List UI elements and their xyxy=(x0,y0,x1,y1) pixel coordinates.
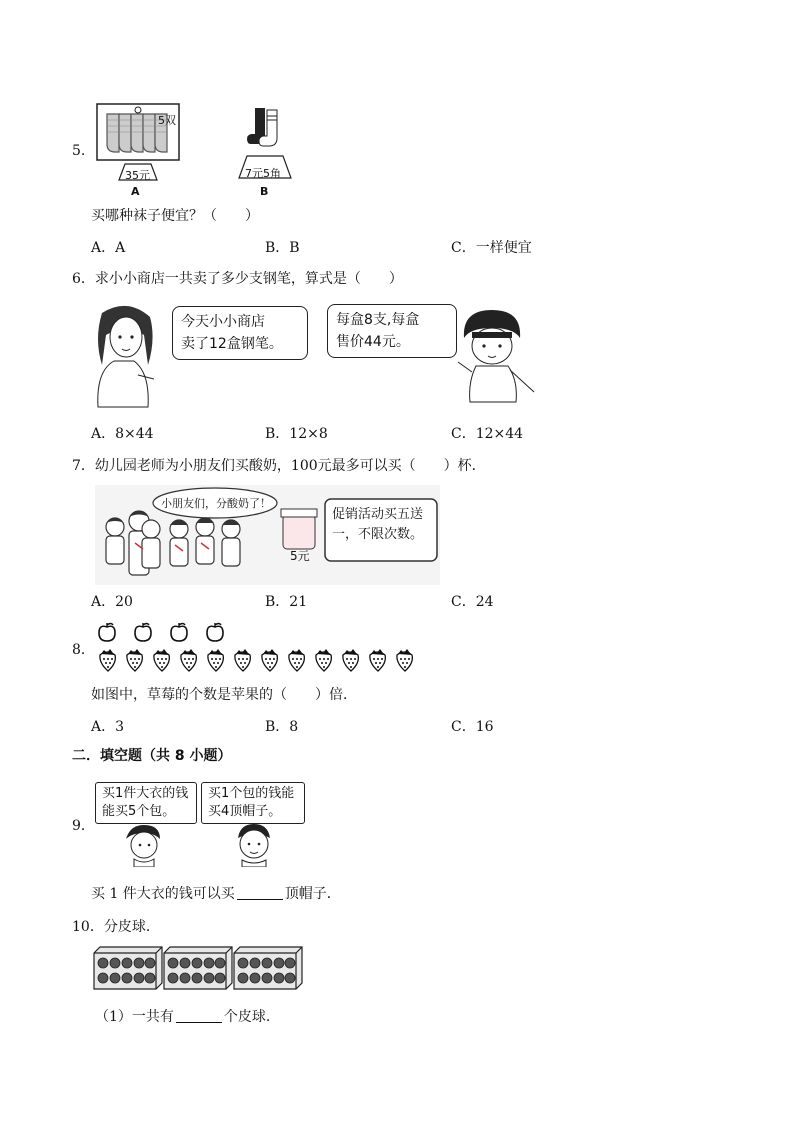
q9-question-before: 买 1 件大衣的钱可以买 xyxy=(91,886,235,902)
pack-count-label: 5双 xyxy=(158,114,176,127)
boy-head-image xyxy=(228,822,278,867)
strawberry-row xyxy=(97,648,415,672)
q7-promo-line2: 一，不限次数。 xyxy=(332,527,424,542)
q5-option-c: C．一样便宜 xyxy=(451,240,532,256)
q9-speech-bubble-left xyxy=(95,782,197,824)
q5-question: 买哪种袜子便宜？（ ） xyxy=(91,208,259,224)
q7-option-a: A．20 xyxy=(91,594,133,610)
girl-head-image xyxy=(120,823,165,867)
q5-number: 5. xyxy=(72,143,86,159)
q8-question: 如图中，草莓的个数是苹果的（ ）倍． xyxy=(91,687,357,703)
q7-teacher-speech: 小朋友们，分酸奶了！ xyxy=(161,497,271,510)
q7-cup-price: 5元 xyxy=(290,549,310,563)
strawberry-icon xyxy=(205,648,226,672)
strawberry-icon xyxy=(340,648,361,672)
q9-number: 9． xyxy=(72,818,95,834)
q9-answer-blank[interactable] xyxy=(237,885,283,900)
strawberry-icon xyxy=(232,648,253,672)
strawberry-icon xyxy=(97,648,118,672)
q10-sub1-after: 个皮球． xyxy=(223,1009,280,1025)
q10-sub1-answer-blank[interactable] xyxy=(176,1008,222,1023)
q6-bubble-right-line2: 售价44元。 xyxy=(336,334,410,350)
strawberry-icon xyxy=(151,648,172,672)
q9-bubble-left-line2: 能买5个包。 xyxy=(102,804,176,819)
strawberry-icon xyxy=(286,648,307,672)
section-title-fill-in: 二．填空题（共 8 小题） xyxy=(72,748,232,764)
q10-stem: 10．分皮球． xyxy=(72,919,160,935)
q10-sub1 xyxy=(95,1008,280,1026)
q6-option-c: C．12×44 xyxy=(451,426,524,442)
q6-speech-bubble-right xyxy=(327,304,457,358)
q6-bubble-left-line1: 今天小小商店 xyxy=(181,314,265,330)
label-a: A xyxy=(131,185,140,198)
q5-option-b: B．B xyxy=(265,240,300,256)
apple-icon xyxy=(205,622,225,642)
q7-promo-line1: 促销活动买五送 xyxy=(332,507,424,522)
q8-option-a: A．3 xyxy=(91,719,125,735)
q9-speech-bubble-right xyxy=(201,782,305,824)
q7-stem: 7．幼儿园老师为小朋友们买酸奶，100元最多可以买（ ）杯． xyxy=(72,458,486,474)
q6-option-a: A．8×44 xyxy=(91,426,154,442)
girl-figure-image xyxy=(450,308,545,408)
q7-option-b: B．21 xyxy=(265,594,308,610)
strawberry-icon xyxy=(394,648,415,672)
q6-bubble-right-line1: 每盒8支,每盒 xyxy=(336,312,420,328)
q9-bubble-right-line1: 买1个包的钱能 xyxy=(208,786,295,801)
price-tag-b: 7元5角 xyxy=(245,167,281,180)
price-tag-a: 35元 xyxy=(125,169,150,182)
strawberry-icon xyxy=(367,648,388,672)
q7-promo-sign xyxy=(332,505,423,545)
strawberry-icon xyxy=(124,648,145,672)
q9-bubble-left-line1: 买1件大衣的钱 xyxy=(102,786,189,801)
apple-icon xyxy=(97,622,117,642)
q6-speech-bubble-left xyxy=(172,306,308,360)
q9-bubble-right-line2: 买4顶帽子。 xyxy=(208,804,282,819)
q9-question xyxy=(91,885,341,903)
strawberry-icon xyxy=(178,648,199,672)
q8-option-b: B．8 xyxy=(265,719,299,735)
strawberry-icon xyxy=(259,648,280,672)
apple-row xyxy=(97,622,225,642)
q7-option-c: C．24 xyxy=(451,594,494,610)
woman-figure-image xyxy=(92,305,162,410)
q5-option-a: A．A xyxy=(91,240,126,256)
ball-boxes-image xyxy=(92,946,304,990)
q9-question-after: 顶帽子． xyxy=(284,886,341,902)
q6-bubble-left-line2: 卖了12盒钢笔。 xyxy=(181,336,283,352)
q10-sub1-before: （1）一共有 xyxy=(95,1009,174,1025)
q8-option-c: C．16 xyxy=(451,719,494,735)
q6-stem: 6．求小小商店一共卖了多少支钢笔，算式是（ ） xyxy=(72,271,403,287)
strawberry-icon xyxy=(313,648,334,672)
label-b: B xyxy=(260,185,269,198)
q6-option-b: B．12×8 xyxy=(265,426,328,442)
q8-number: 8． xyxy=(72,642,95,658)
apple-icon xyxy=(133,622,153,642)
apple-icon xyxy=(169,622,189,642)
